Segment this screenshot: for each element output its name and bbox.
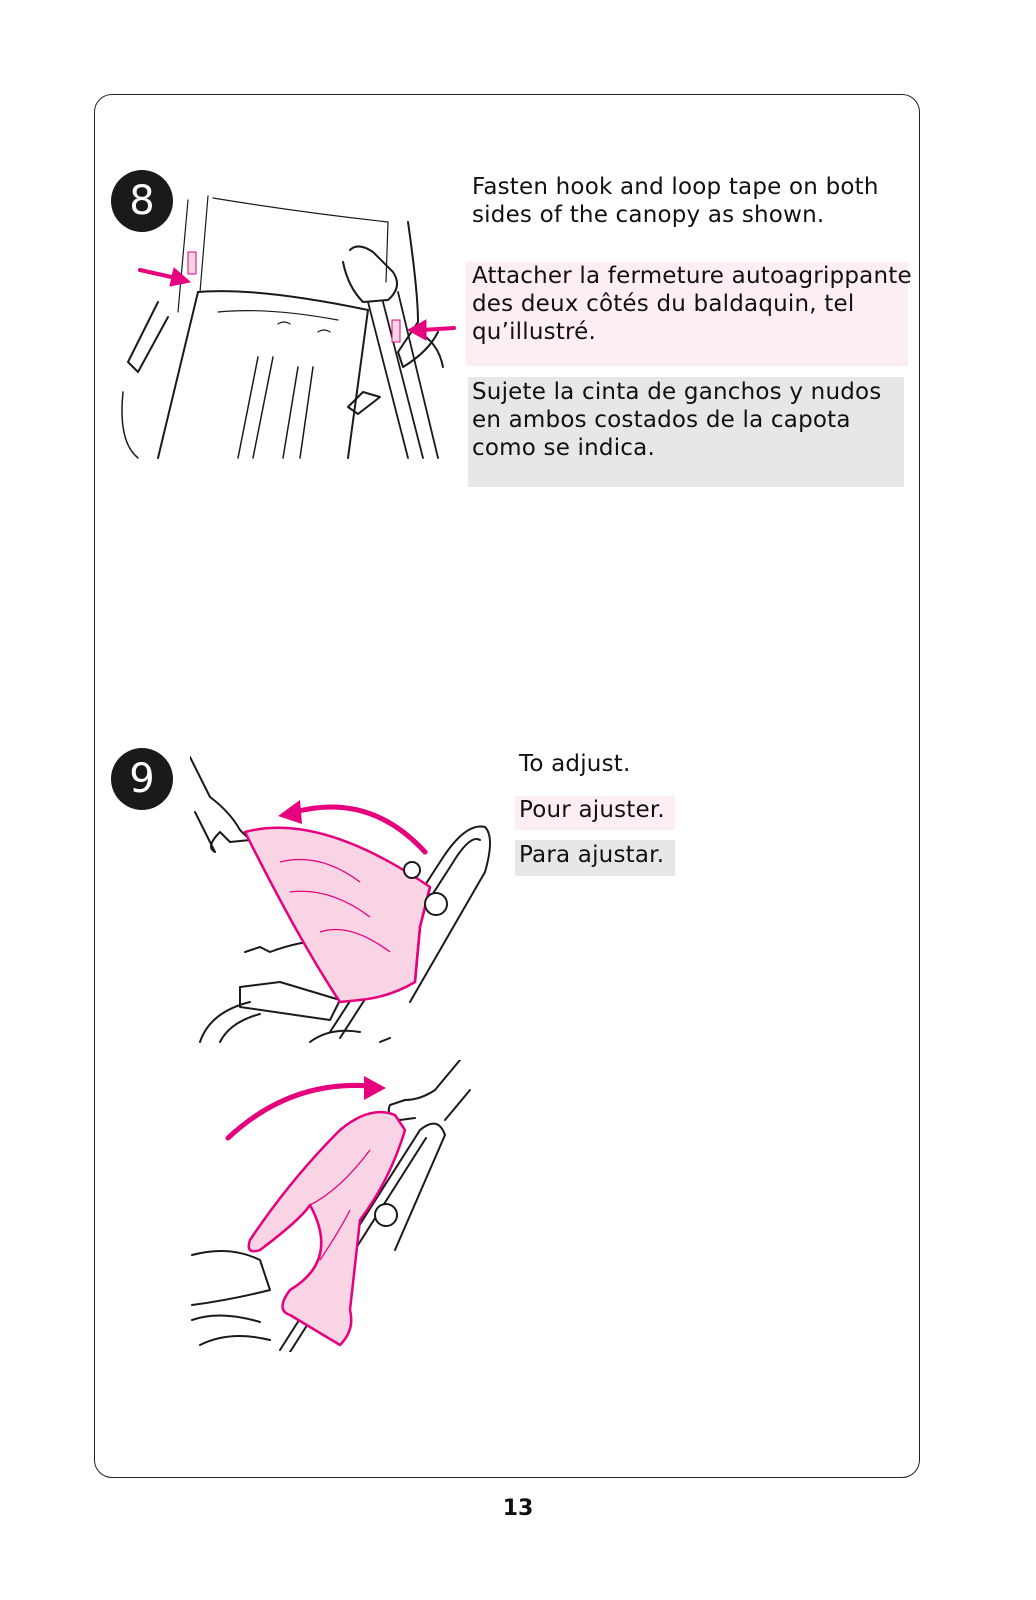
step-8-badge: 8 — [111, 170, 173, 232]
step-8-french-line-3: qu’illustré. — [472, 319, 597, 345]
canopy-close-illustration — [190, 1060, 480, 1352]
step-8-spanish-line-1: Sujete la cinta de ganchos y nudos — [472, 379, 882, 405]
step-8-english-line-2: sides of the canopy as shown. — [472, 202, 825, 228]
step-8-french-line-2: des deux côtés du baldaquin, tel — [472, 291, 855, 317]
step-8-french-line-1: Attacher la fermeture autoagrippante — [472, 263, 912, 289]
step-8-french — [472, 262, 912, 346]
step-8-english — [472, 173, 879, 229]
canopy-open-illustration — [190, 752, 500, 1044]
step-8-spanish-line-3: como se indica. — [472, 435, 655, 461]
step-8-spanish-line-2: en ambos costados de la capota — [472, 407, 851, 433]
step-9-badge: 9 — [111, 748, 173, 810]
step-8-spanish — [472, 378, 881, 462]
stroller-seat-canopy-illustration — [118, 192, 458, 460]
step-9-french: Pour ajuster. — [519, 797, 665, 823]
page-number: 13 — [502, 1496, 534, 1521]
step-9-spanish: Para ajustar. — [519, 842, 665, 868]
step-8-english-line-1: Fasten hook and loop tape on both — [472, 174, 879, 200]
step-9-english: To adjust. — [519, 751, 631, 777]
